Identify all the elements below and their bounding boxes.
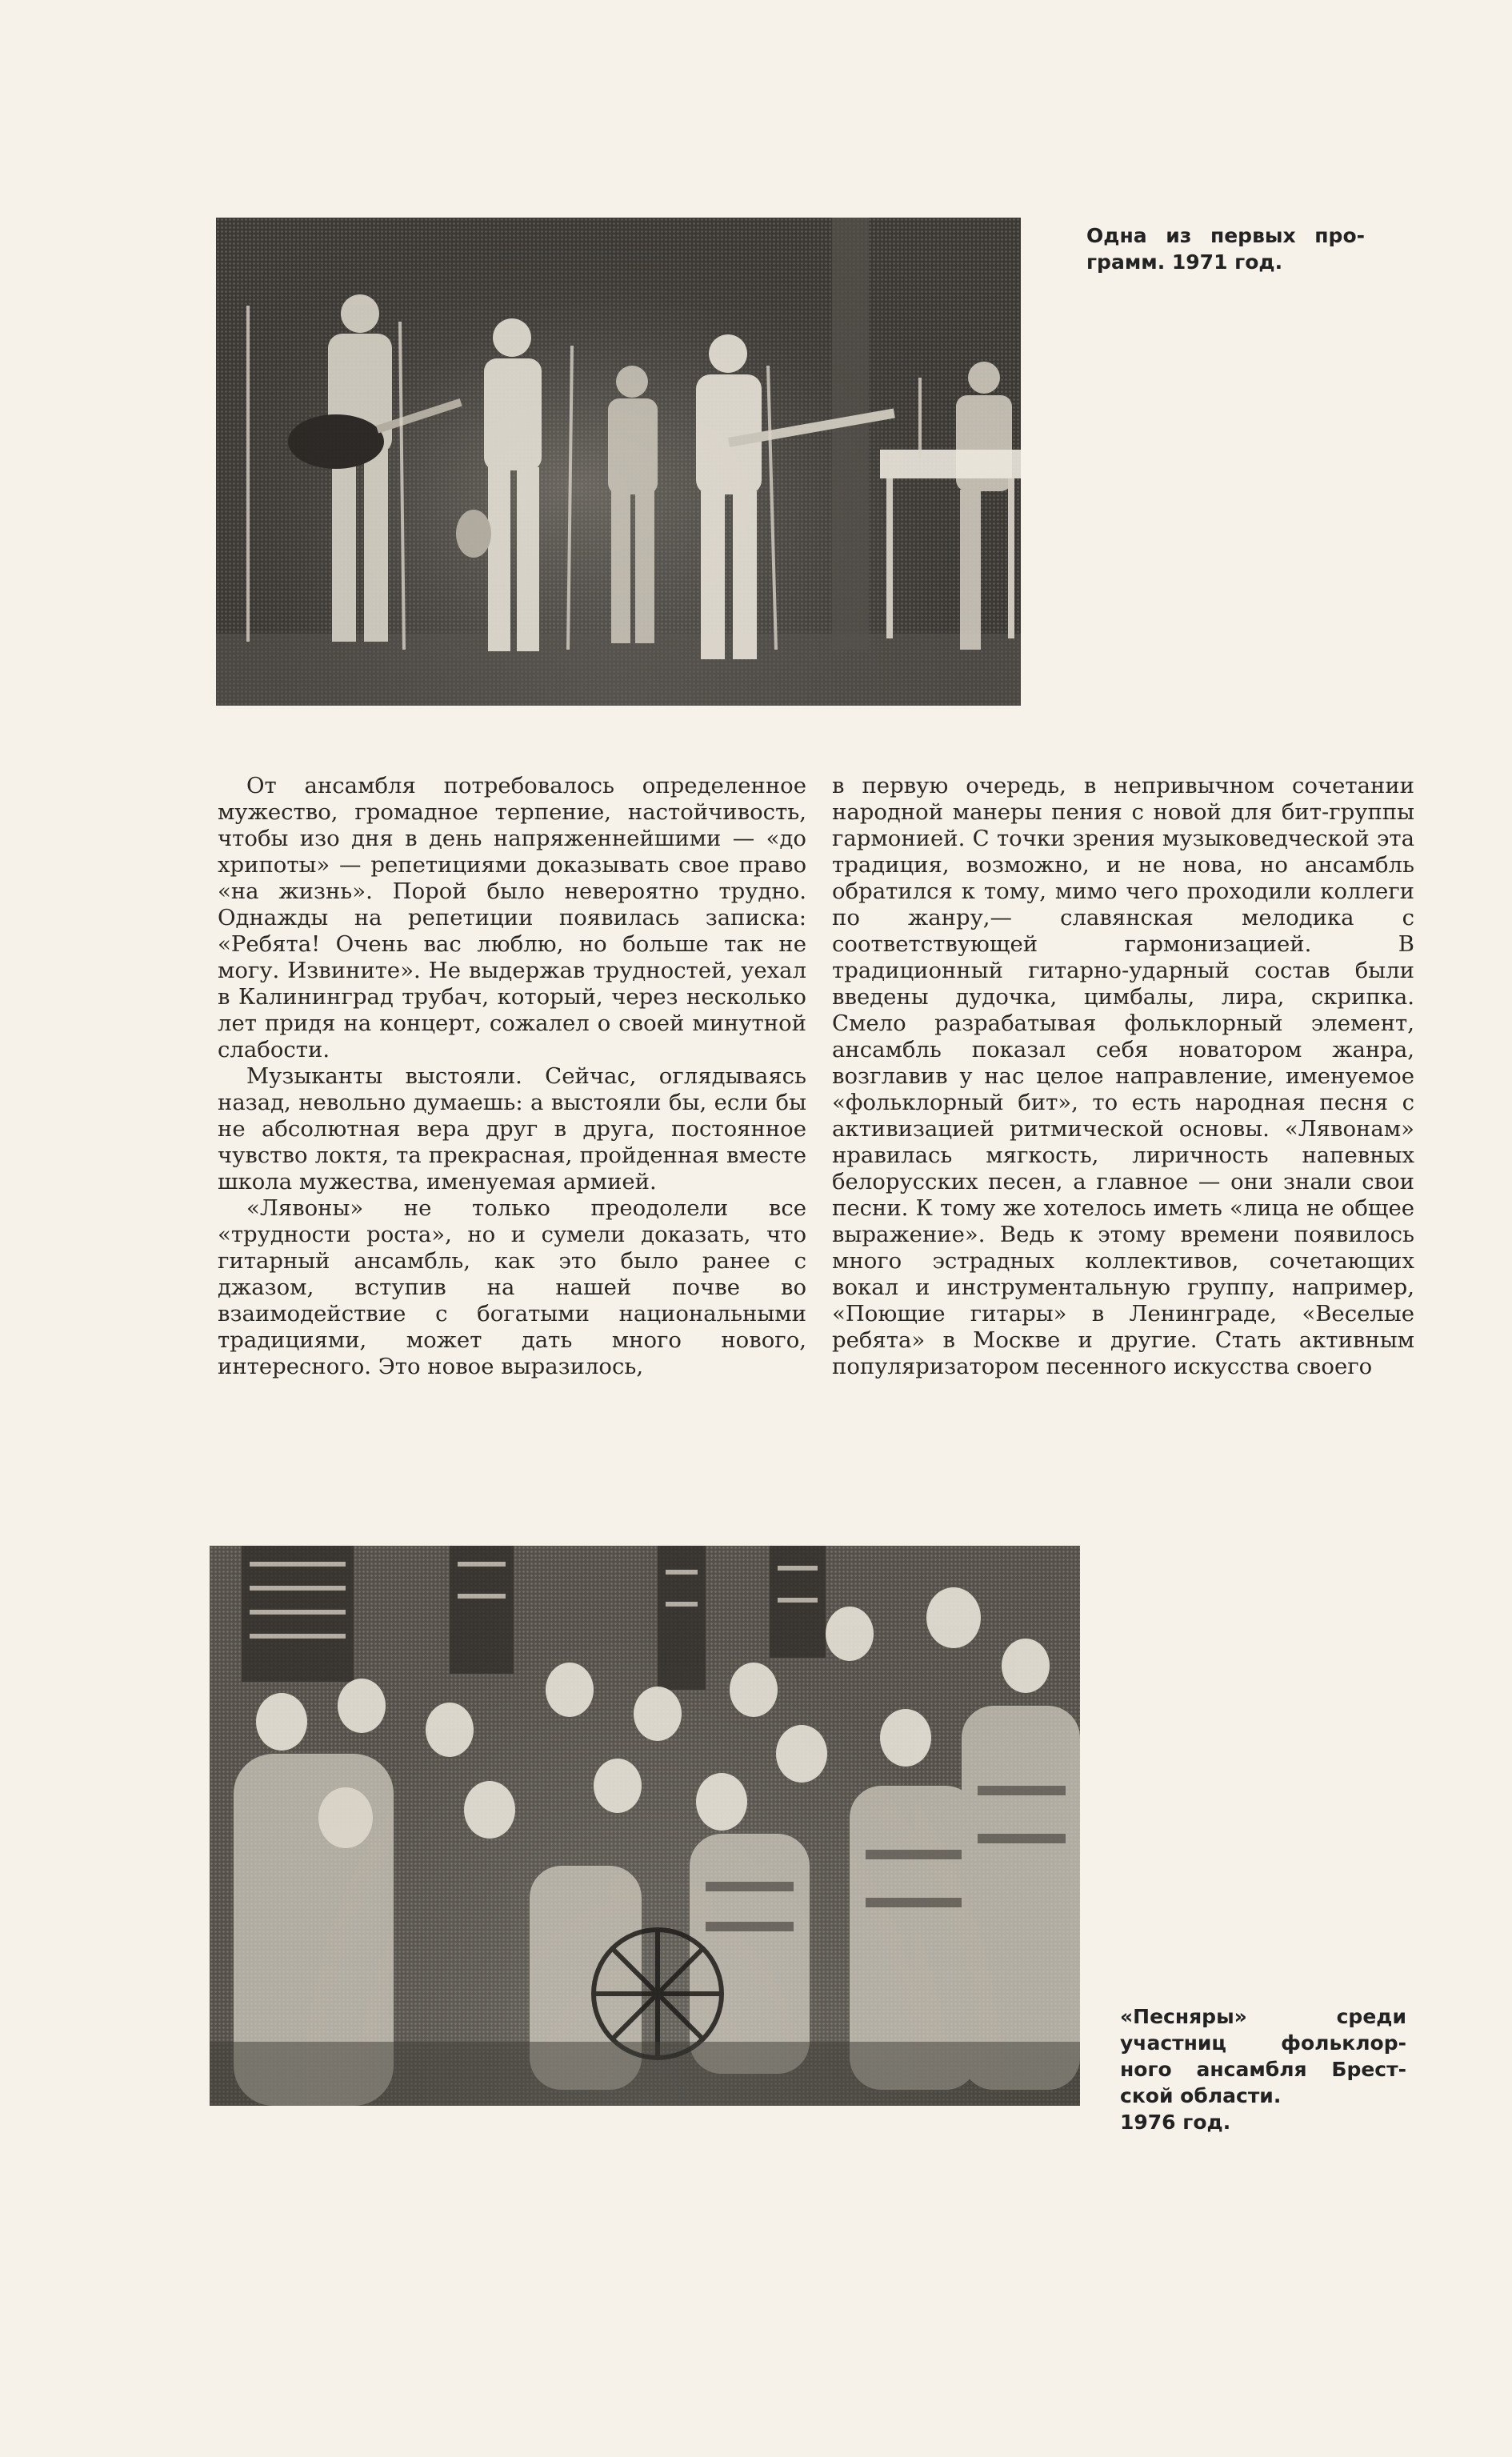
article-paragraph: От ансамбля потребовалось определенное мужество, громадное терпение, настойчивость, чтобы изо дня в день напряженнейшими — «до хрипоты» — репетициями доказывать свое право «на жизнь». Порой было невероятно трудно. Однажды на репетиции появилась записка: «Ребята! Очень вас люблю, но больше так не могу. Извините». Не выдержав трудностей, уехал в Калининград трубач, который, через несколько лет придя на концерт, сожалел о своей минутной слабости. xyxy=(218,773,806,1062)
caption-line: грамм. 1971 год. xyxy=(1086,250,1283,274)
photo-caption-1971 xyxy=(1086,222,1365,275)
stage-band-illustration xyxy=(216,218,1021,706)
caption-line: 1976 год. xyxy=(1120,2111,1231,2134)
article-paragraph: Музыканты выстояли. Сейчас, оглядываясь назад, невольно думаешь: а выстояли бы, если бы не абсолютная вера друг в друга, постоянное чувство локтя, та прекрасная, пройденная вместе школа мужества, именуемая армией. xyxy=(218,1063,806,1194)
caption-line: ской области. xyxy=(1120,2084,1282,2107)
folk-ensemble-group-photo xyxy=(210,1546,1080,2106)
caption-line: «Песняры» среди xyxy=(1120,2005,1406,2028)
caption-line: участниц фольклор- xyxy=(1120,2031,1406,2055)
photo-caption-1976 xyxy=(1120,2003,1406,2135)
stage-band-photo xyxy=(216,218,1021,706)
folk-ensemble-illustration xyxy=(210,1546,1080,2106)
article-column-left xyxy=(218,773,806,1380)
caption-line: ного ансамбля Брест- xyxy=(1120,2058,1406,2081)
article-paragraph: «Лявоны» не только преодолели все «трудности роста», но и сумели доказать, что гитарный ансамбль, как это было ранее с джазом, вступив на нашей почве во взаимодействие с богатыми национальными традициями, может дать много нового, интересного. Это новое выразилось, xyxy=(218,1195,806,1379)
article-column-right xyxy=(832,773,1414,1380)
caption-line: Одна из первых про- xyxy=(1086,224,1365,247)
article-paragraph: в первую очередь, в непривычном сочетании народной манеры пения с новой для бит-группы гармонией. С точки зрения музыковедческой эта традиция, возможно, и не нова, но ансамбль обратился к тому, мимо чего проходили коллеги по жанру,— славянская мелодика с соответствующей гармонизацией. В традиционный гитарно-ударный состав были введены дудочка, цимбалы, лира, скрипка. Смело разрабатывая фольклорный элемент, ансамбль показал себя новатором жанра, возглавив у нас целое направление, именуемое «фольклорный бит», то есть народная песня с активизацией ритмической основы. «Лявонам» нравилась мягкость, лиричность напевных белорусских песен, а главное — они знали свои песни. К тому же хотелось иметь «лица не общее выражение». Ведь к этому времени появилось много эстрадных коллективов, сочетающих вокал и инструментальную группу, например, «Поющие гитары» в Ленинграде, «Веселые ребята» в Москве и другие. Стать активным популяризатором песенного искусства своего xyxy=(832,773,1414,1379)
